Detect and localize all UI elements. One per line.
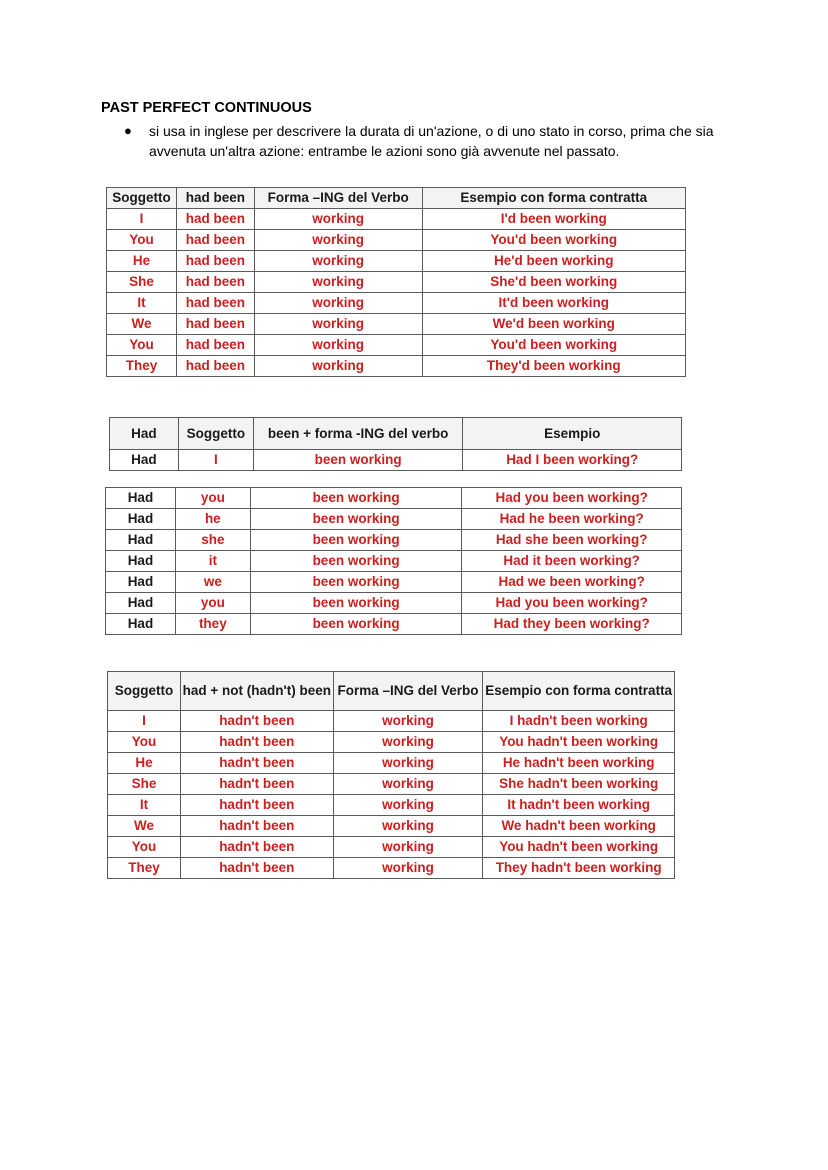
table-row xyxy=(108,795,675,816)
table-cell: She'd been working xyxy=(422,272,685,293)
table-cell: We xyxy=(107,314,177,335)
table-cell: He xyxy=(107,251,177,272)
table-cell: I xyxy=(178,450,253,471)
column-header: Esempio con forma contratta xyxy=(422,188,685,209)
table-cell: He hadn't been working xyxy=(483,753,675,774)
table-cell: she xyxy=(175,530,250,551)
table-row xyxy=(107,356,686,377)
table-cell: Had xyxy=(106,593,176,614)
table-row xyxy=(110,450,682,471)
table-cell: working xyxy=(254,314,422,335)
table-cell: working xyxy=(333,753,483,774)
table-cell: You hadn't been working xyxy=(483,732,675,753)
table-cell: She xyxy=(108,774,181,795)
table-cell: had been xyxy=(176,335,254,356)
table-cell: Had you been working? xyxy=(462,593,682,614)
table-cell: We'd been working xyxy=(422,314,685,335)
table-cell: Had xyxy=(106,509,176,530)
table-row xyxy=(106,488,682,509)
table-cell: working xyxy=(254,272,422,293)
table-cell: It xyxy=(107,293,177,314)
table-header-row xyxy=(108,672,675,711)
table-cell: it xyxy=(175,551,250,572)
table-cell: been working xyxy=(250,530,462,551)
table-cell: hadn't been xyxy=(180,732,333,753)
table-row xyxy=(108,837,675,858)
table-cell: hadn't been xyxy=(180,711,333,732)
table-cell: we xyxy=(175,572,250,593)
table-cell: He xyxy=(108,753,181,774)
column-header: Esempio xyxy=(463,418,682,450)
table-cell: working xyxy=(254,209,422,230)
table-header-row xyxy=(110,418,682,450)
table-cell: hadn't been xyxy=(180,753,333,774)
table-cell: I'd been working xyxy=(422,209,685,230)
interrogative-header-table xyxy=(109,417,682,471)
table-cell: you xyxy=(175,488,250,509)
table-cell: Had he been working? xyxy=(462,509,682,530)
table-cell: hadn't been xyxy=(180,816,333,837)
table-cell: I hadn't been working xyxy=(483,711,675,732)
table-cell: Had xyxy=(106,530,176,551)
table-row xyxy=(108,732,675,753)
bullet-icon: ● xyxy=(124,123,132,138)
table-cell: had been xyxy=(176,356,254,377)
table-cell: Had xyxy=(106,572,176,593)
table-cell: Had I been working? xyxy=(463,450,682,471)
table-cell: working xyxy=(333,837,483,858)
table-cell: You xyxy=(108,837,181,858)
table-cell: hadn't been xyxy=(180,774,333,795)
column-header: been + forma -ING del verbo xyxy=(253,418,463,450)
table-cell: Had she been working? xyxy=(462,530,682,551)
table-row xyxy=(108,774,675,795)
table-cell: They xyxy=(108,858,181,879)
table-cell: had been xyxy=(176,230,254,251)
table-cell: been working xyxy=(250,593,462,614)
table-cell: working xyxy=(333,711,483,732)
page-title: PAST PERFECT CONTINUOUS xyxy=(101,100,312,116)
table-cell: working xyxy=(333,732,483,753)
table-row xyxy=(106,530,682,551)
table-cell: had been xyxy=(176,251,254,272)
table-row xyxy=(108,816,675,837)
table-cell: hadn't been xyxy=(180,837,333,858)
table-cell: they xyxy=(175,614,250,635)
column-header: Soggetto xyxy=(107,188,177,209)
table-cell: working xyxy=(333,858,483,879)
table-cell: had been xyxy=(176,314,254,335)
table-cell: She xyxy=(107,272,177,293)
table-row xyxy=(106,572,682,593)
column-header: Had xyxy=(110,418,179,450)
table-cell: Had you been working? xyxy=(462,488,682,509)
column-header: Soggetto xyxy=(178,418,253,450)
table-cell: You'd been working xyxy=(422,335,685,356)
table-cell: Had xyxy=(106,488,176,509)
table-cell: Had xyxy=(106,551,176,572)
table-cell: I xyxy=(107,209,177,230)
table-cell: hadn't been xyxy=(180,795,333,816)
table-cell: working xyxy=(333,795,483,816)
table-cell: They xyxy=(107,356,177,377)
table-cell: been working xyxy=(250,551,462,572)
column-header: Soggetto xyxy=(108,672,181,711)
affirmative-table xyxy=(106,187,686,377)
table-cell: had been xyxy=(176,272,254,293)
table-row xyxy=(107,230,686,251)
table-cell: been working xyxy=(253,450,463,471)
table-cell: She hadn't been working xyxy=(483,774,675,795)
column-header: Forma –ING del Verbo xyxy=(254,188,422,209)
table-cell: working xyxy=(254,356,422,377)
table-cell: It'd been working xyxy=(422,293,685,314)
table-header-row xyxy=(107,188,686,209)
table-cell: Had they been working? xyxy=(462,614,682,635)
table-row xyxy=(107,293,686,314)
table-cell: They hadn't been working xyxy=(483,858,675,879)
column-header: Forma –ING del Verbo xyxy=(333,672,483,711)
table-cell: working xyxy=(254,251,422,272)
table-cell: They'd been working xyxy=(422,356,685,377)
table-cell: been working xyxy=(250,614,462,635)
table-row xyxy=(106,509,682,530)
table-cell: It hadn't been working xyxy=(483,795,675,816)
table-cell: had been xyxy=(176,209,254,230)
table-cell: I xyxy=(108,711,181,732)
table-cell: You xyxy=(108,732,181,753)
table-cell: You xyxy=(107,230,177,251)
table-cell: been working xyxy=(250,572,462,593)
table-cell: You xyxy=(107,335,177,356)
table-cell: working xyxy=(333,816,483,837)
table-cell: working xyxy=(333,774,483,795)
table-cell: hadn't been xyxy=(180,858,333,879)
bullet-text: si usa in inglese per descrivere la durata di un'azione, o di uno stato in corso, prima che sia avvenuta un'altra azione: entrambe le azioni sono già avvenute nel passato. xyxy=(149,123,714,159)
table-row xyxy=(107,335,686,356)
table-cell: working xyxy=(254,293,422,314)
table-cell: You hadn't been working xyxy=(483,837,675,858)
column-header: had + not (hadn't) been xyxy=(180,672,333,711)
table-row xyxy=(108,711,675,732)
table-cell: been working xyxy=(250,509,462,530)
table-cell: working xyxy=(254,230,422,251)
table-cell: It xyxy=(108,795,181,816)
table-row xyxy=(107,251,686,272)
table-cell: You'd been working xyxy=(422,230,685,251)
table-cell: been working xyxy=(250,488,462,509)
table-cell: We hadn't been working xyxy=(483,816,675,837)
table-row xyxy=(106,593,682,614)
table-row xyxy=(107,272,686,293)
table-cell: you xyxy=(175,593,250,614)
table-row xyxy=(107,209,686,230)
table-cell: He'd been working xyxy=(422,251,685,272)
table-cell: Had xyxy=(110,450,179,471)
table-row xyxy=(108,753,675,774)
interrogative-table xyxy=(105,487,682,635)
table-cell: working xyxy=(254,335,422,356)
table-row xyxy=(107,314,686,335)
table-row xyxy=(108,858,675,879)
table-cell: Had it been working? xyxy=(462,551,682,572)
table-cell: he xyxy=(175,509,250,530)
table-row xyxy=(106,614,682,635)
table-cell: Had xyxy=(106,614,176,635)
table-cell: Had we been working? xyxy=(462,572,682,593)
column-header: Esempio con forma contratta xyxy=(483,672,675,711)
table-cell: We xyxy=(108,816,181,837)
table-cell: had been xyxy=(176,293,254,314)
column-header: had been xyxy=(176,188,254,209)
negative-table xyxy=(107,671,675,879)
table-row xyxy=(106,551,682,572)
